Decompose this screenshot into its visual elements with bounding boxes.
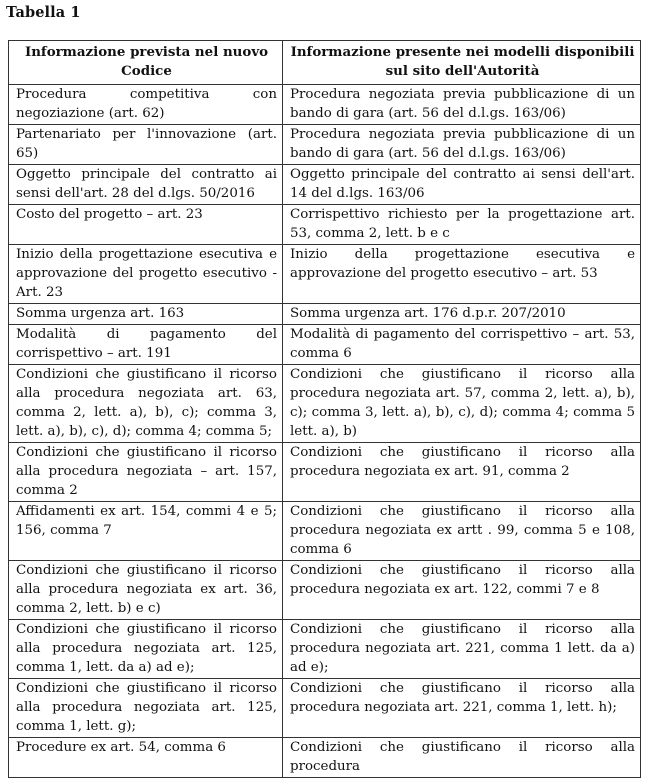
cell-new-code: Partenariato per l'innovazione (art. 65) [9,125,283,165]
cell-authority-models: Condizioni che giustificano il ricorso alla procedura negoziata art. 221, comma 1, lett. h); [283,679,641,738]
cell-new-code: Affidamenti ex art. 154, commi 4 e 5; 156, comma 7 [9,502,283,561]
header-new-code: Informazione prevista nel nuovo Codice [9,41,283,85]
table-row [9,304,641,325]
table-row [9,325,641,365]
cell-authority-models: Modalità di pagamento del corrispettivo – art. 53, comma 6 [283,325,641,365]
cell-authority-models: Condizioni che giustificano il ricorso alla procedura negoziata ex artt . 99, comma 5 e 108, comma 6 [283,502,641,561]
comparison-table [8,40,641,778]
cell-new-code: Oggetto principale del contratto ai sensi dell'art. 28 del d.lgs. 50/2016 [9,165,283,205]
cell-authority-models: Somma urgenza art. 176 d.p.r. 207/2010 [283,304,641,325]
cell-authority-models: Condizioni che giustificano il ricorso alla procedura [283,738,641,778]
cell-new-code: Modalità di pagamento del corrispettivo – art. 191 [9,325,283,365]
cell-authority-models: Procedura negoziata previa pubblicazione di un bando di gara (art. 56 del d.l.gs. 163/06) [283,125,641,165]
table-row [9,443,641,502]
header-row [9,41,641,85]
table-row [9,205,641,245]
cell-new-code: Condizioni che giustificano il ricorso alla procedura negoziata – art. 157, comma 2 [9,443,283,502]
cell-authority-models: Condizioni che giustificano il ricorso alla procedura negoziata art. 221, comma 1 lett. da a) ad e); [283,620,641,679]
cell-authority-models: Oggetto principale del contratto ai sensi dell'art. 14 del d.lgs. 163/06 [283,165,641,205]
cell-new-code: Condizioni che giustificano il ricorso alla procedura negoziata art. 63, comma 2, lett. a), b), c); comma 3, lett. a), b), c), d); comma 4; comma 5; [9,365,283,443]
table-row [9,502,641,561]
cell-authority-models: Procedura negoziata previa pubblicazione di un bando di gara (art. 56 del d.l.gs. 163/06) [283,85,641,125]
header-authority-models: Informazione presente nei modelli disponibili sul sito dell'Autorità [283,41,641,85]
table-body [9,85,641,778]
cell-new-code: Somma urgenza art. 163 [9,304,283,325]
table-row [9,738,641,778]
table-row [9,620,641,679]
cell-new-code: Condizioni che giustificano il ricorso alla procedura negoziata art. 125, comma 1, lett. da a) ad e); [9,620,283,679]
cell-new-code: Condizioni che giustificano il ricorso alla procedura negoziata art. 125, comma 1, lett. g); [9,679,283,738]
cell-authority-models: Condizioni che giustificano il ricorso alla procedura negoziata ex art. 122, commi 7 e 8 [283,561,641,620]
cell-authority-models: Condizioni che giustificano il ricorso alla procedura negoziata ex art. 91, comma 2 [283,443,641,502]
table-row [9,561,641,620]
table-row [9,85,641,125]
cell-new-code: Condizioni che giustificano il ricorso alla procedura negoziata ex art. 36, comma 2, lett. b) e c) [9,561,283,620]
table-row [9,679,641,738]
cell-authority-models: Corrispettivo richiesto per la progettazione art. 53, comma 2, lett. b e c [283,205,641,245]
table-row [9,245,641,304]
cell-authority-models: Inizio della progettazione esecutiva e approvazione del progetto esecutivo – art. 53 [283,245,641,304]
cell-new-code: Costo del progetto – art. 23 [9,205,283,245]
cell-new-code: Procedura competitiva con negoziazione (art. 62) [9,85,283,125]
cell-new-code: Procedure ex art. 54, comma 6 [9,738,283,778]
cell-new-code: Inizio della progettazione esecutiva e approvazione del progetto esecutivo - Art. 23 [9,245,283,304]
table-caption: Tabella 1 [6,4,81,21]
table-row [9,365,641,443]
cell-authority-models: Condizioni che giustificano il ricorso alla procedura negoziata art. 57, comma 2, lett. a), b), c); comma 3, lett. a), b), c), d); comma 4; comma 5 lett. a), b) [283,365,641,443]
table-row [9,165,641,205]
table-row [9,125,641,165]
